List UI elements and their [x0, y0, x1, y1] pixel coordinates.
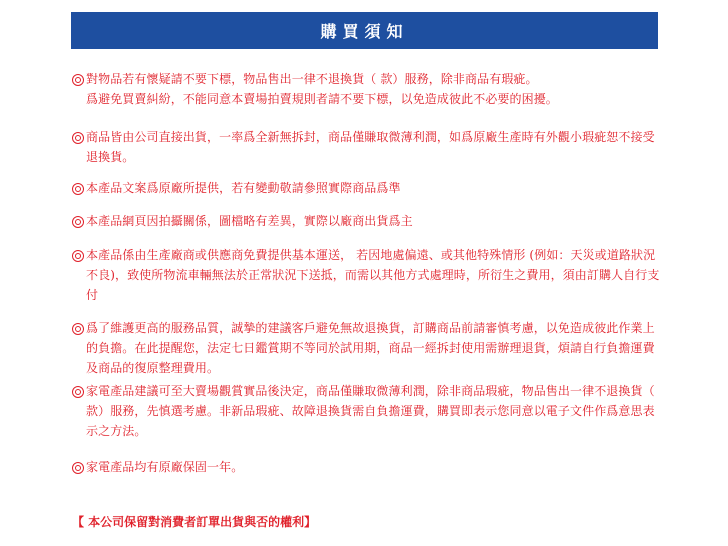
double-circle-icon — [72, 211, 86, 231]
notice-item — [72, 245, 662, 305]
notice-text: 商品皆由公司直接出貨，一率爲全新無拆封，商品僅賺取微薄利潤，如爲原廠生產時有外觀小瑕疵恕不接受退換貨。 — [86, 130, 655, 164]
double-circle-icon — [72, 127, 86, 147]
notice-text: 對物品若有懷疑請不要下標，物品售出一律不退換貨（ 款）服務，除非商品有瑕疵。 爲避免買賣糾紛，不能同意本賣場拍賣規則者請不要下標，以免造成彼此不必要的困擾。 — [86, 72, 558, 106]
notice-text: 本產品網頁因拍攝關係，圖檔略有差異，實際以廠商出貨爲主 — [86, 214, 413, 228]
double-circle-icon — [72, 457, 86, 477]
notice-text: 爲了維護更高的服務品質，誠摯的建議客戶避免無故退換貨，訂購商品前請審慎考慮，以免造成彼此作業上的負擔。在此提醒您，法定七日鑑賞期不等同於試用期，商品一經拆封使用需辦理退貨，煩請自行負擔運費及商品的復原整理費用。 — [86, 321, 655, 375]
notice-text: 家電產品均有原廠保固一年。 — [86, 460, 244, 474]
double-circle-icon — [72, 69, 86, 89]
notice-item — [72, 178, 662, 198]
header-bar — [71, 12, 658, 49]
notice-text: 家電產品建議可至大賣場觀賞實品後決定，商品僅賺取微薄利潤，除非商品瑕疵，物品售出一律不退換貨（ 款）服務，先慎選考慮。非新品瑕疵、故障退換貨需自負擔運費，購買即表示您同意以電子文件作爲意思表示之方法。 — [86, 384, 655, 438]
page-title: 購買須知 — [320, 22, 409, 41]
rights-reserved-note: 【 本公司保留對消費者訂單出貨與否的權利】 — [72, 515, 317, 529]
notice-item — [72, 318, 662, 378]
notice-item — [72, 211, 662, 231]
notice-text: 本產品文案爲原廠所提供，若有變動敬請參照實際商品爲準 — [86, 181, 401, 195]
notice-item — [72, 127, 662, 167]
notice-item — [72, 457, 662, 477]
double-circle-icon — [72, 318, 86, 338]
double-circle-icon — [72, 245, 86, 265]
double-circle-icon — [72, 381, 86, 401]
notice-text: 本產品係由生產廠商或供應商免費提供基本運送， 若因地處偏遠、或其他特殊情形 (例如：天災或道路狀況不良)，致使所物流車輛無法於正常狀況下送抵，而需以其他方式處理時，所衍生之費用，須由訂購人自行支付 — [86, 248, 660, 302]
notice-item — [72, 381, 662, 441]
double-circle-icon — [72, 178, 86, 198]
notice-item — [72, 69, 662, 109]
